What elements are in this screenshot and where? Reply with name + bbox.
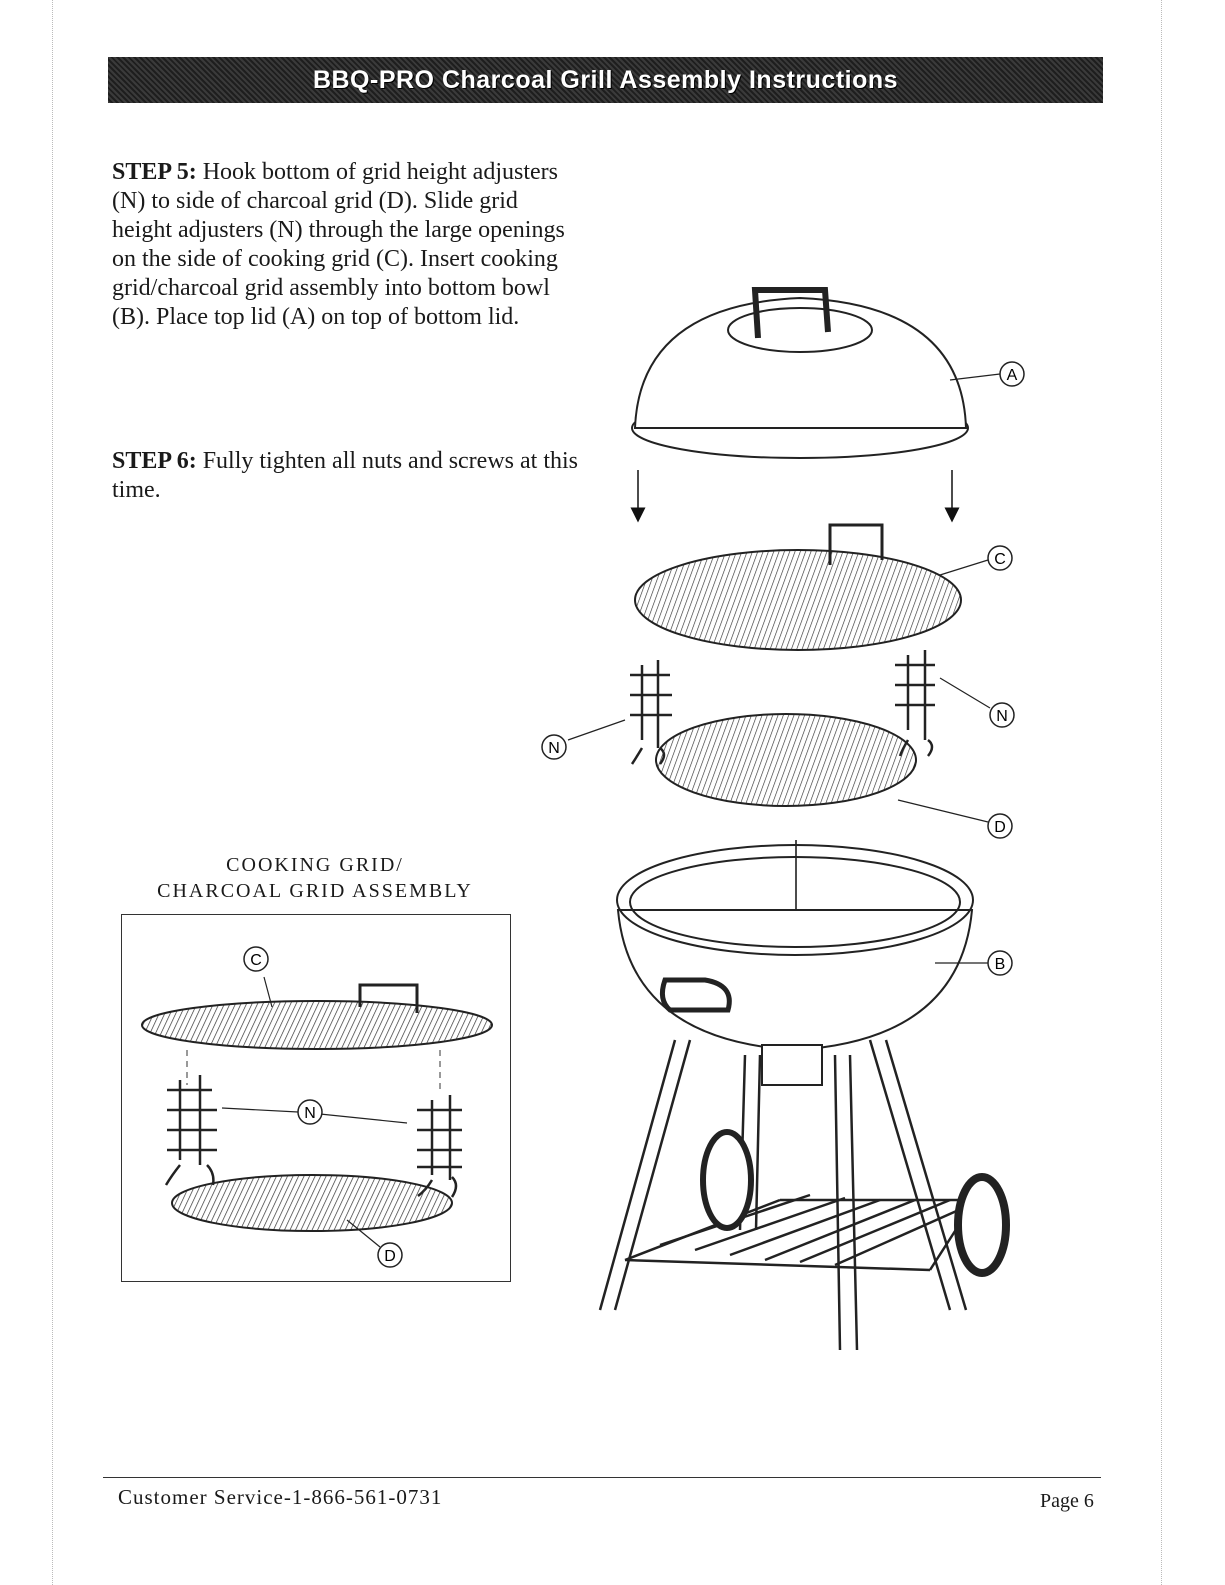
step-6-text: Fully tighten all nuts and screws at this time. <box>112 448 578 503</box>
step-5 <box>112 158 582 332</box>
svg-text:D: D <box>994 819 1006 836</box>
callout-c <box>988 546 1012 570</box>
cooking-grid-shape <box>142 1001 492 1049</box>
step-5-label: STEP 5: <box>112 159 197 185</box>
callout-a <box>1000 362 1024 386</box>
svg-text:N: N <box>304 1105 316 1122</box>
svg-text:C: C <box>250 952 262 969</box>
inset-title-line-1: COOKING GRID/ <box>226 854 404 876</box>
inset-diagram <box>121 914 511 1282</box>
svg-text:C: C <box>994 551 1006 568</box>
left-adjuster-shape <box>166 1075 217 1185</box>
svg-text:D: D <box>384 1248 396 1265</box>
inset-callout-n <box>298 1100 322 1124</box>
charcoal-grid-shape <box>656 714 916 806</box>
step-6 <box>112 447 592 505</box>
bottom-bowl-shape <box>617 845 973 1085</box>
inset-callout-c <box>244 947 268 971</box>
callout-n-right <box>990 703 1014 727</box>
step-5-text: Hook bottom of grid height adjusters (N) to side of charcoal grid (D). Slide grid height adjusters (N) through the large openings on the side of cooking grid (C). Insert cooking grid/charcoal grid assembly into bottom bowl (B). Place top lid (A) on top of bottom lid. <box>112 159 565 330</box>
charcoal-grid-shape <box>172 1175 452 1231</box>
svg-text:A: A <box>1006 367 1018 384</box>
inset-callout-d <box>378 1243 402 1267</box>
left-wheel-shape <box>703 1132 751 1228</box>
inset-title <box>120 852 510 904</box>
inset-title-line-2: CHARCOAL GRID ASSEMBLY <box>157 880 473 902</box>
header-banner <box>108 57 1103 103</box>
customer-service-text: Customer Service-1-866-561-0731 <box>118 1485 443 1509</box>
top-lid-shape <box>632 290 968 458</box>
inset-grid-assembly-illustration <box>122 915 510 1281</box>
svg-text:N: N <box>548 740 560 757</box>
page-number: Page 6 <box>1040 1490 1094 1512</box>
callout-b <box>988 951 1012 975</box>
svg-text:N: N <box>996 708 1008 725</box>
right-adjuster-shape <box>417 1095 462 1197</box>
step-6-label: STEP 6: <box>112 448 197 474</box>
callout-n-left <box>542 735 566 759</box>
exploded-grill-diagram <box>530 270 1050 1355</box>
grill-legs-shape <box>600 1040 975 1350</box>
callout-d <box>988 814 1012 838</box>
cooking-grid-shape <box>635 525 961 650</box>
svg-text:B: B <box>994 956 1006 973</box>
page-title: BBQ-PRO Charcoal Grill Assembly Instructions <box>312 65 899 94</box>
right-wheel-shape <box>958 1177 1006 1273</box>
footer-divider <box>103 1477 1101 1478</box>
